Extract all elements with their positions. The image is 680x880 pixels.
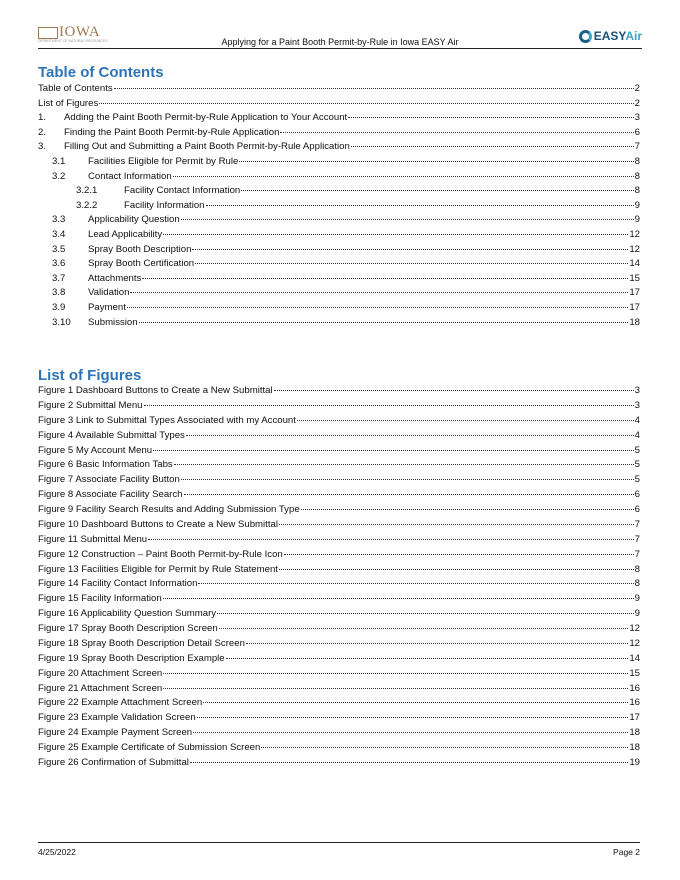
iowa-logo-text: IOWA bbox=[59, 24, 101, 40]
toc-entry[interactable] bbox=[38, 185, 640, 200]
entry-number: 3.2 bbox=[52, 170, 66, 182]
figure-entry[interactable] bbox=[38, 578, 640, 593]
toc-entry[interactable] bbox=[38, 98, 640, 113]
entry-label: Lead Applicability bbox=[88, 228, 163, 240]
entry-label: Submission bbox=[88, 316, 138, 328]
entry-label: Figure 23 Example Validation Screen bbox=[38, 712, 196, 724]
entry-label: Figure 22 Example Attachment Screen bbox=[38, 697, 203, 709]
figure-entry[interactable] bbox=[38, 668, 640, 683]
entry-number: 3.3 bbox=[52, 214, 66, 226]
toc-entry[interactable] bbox=[38, 273, 640, 288]
entry-page-number: 16 bbox=[629, 697, 640, 709]
entry-label: Figure 4 Available Submittal Types bbox=[38, 429, 185, 441]
entry-label: Attachments bbox=[88, 272, 142, 284]
dot-leader bbox=[203, 702, 628, 703]
dot-leader bbox=[206, 205, 634, 206]
figure-entry[interactable] bbox=[38, 430, 640, 445]
entry-page-number: 3 bbox=[634, 112, 640, 124]
entry-label: Payment bbox=[88, 301, 126, 313]
entry-label: Figure 11 Submittal Menu bbox=[38, 533, 148, 545]
entry-page-number: 8 bbox=[634, 563, 640, 575]
figure-entry[interactable] bbox=[38, 459, 640, 474]
dot-leader bbox=[163, 673, 628, 674]
easy-air-logo bbox=[579, 26, 642, 46]
dot-leader bbox=[246, 643, 628, 644]
entry-number: 2. bbox=[38, 126, 47, 138]
entry-page-number: 12 bbox=[629, 623, 640, 634]
entry-label: List of Figures bbox=[38, 97, 99, 109]
figure-entry[interactable] bbox=[38, 683, 640, 698]
figure-entry[interactable] bbox=[38, 638, 640, 653]
entry-page-number: 2 bbox=[634, 97, 640, 109]
toc-entry[interactable] bbox=[38, 317, 640, 332]
toc-entry[interactable] bbox=[38, 244, 640, 259]
entry-label: Figure 15 Facility Information bbox=[38, 593, 162, 605]
figure-entry[interactable] bbox=[38, 504, 640, 519]
entry-label: Figure 2 Submittal Menu bbox=[38, 399, 143, 411]
entry-page-number: 12 bbox=[629, 243, 640, 255]
dot-leader bbox=[99, 103, 633, 104]
dot-leader bbox=[297, 420, 634, 421]
dot-leader bbox=[130, 292, 628, 293]
entry-label: Contact Information bbox=[88, 170, 172, 182]
list-of-figures bbox=[38, 385, 640, 772]
dot-leader bbox=[114, 88, 634, 89]
entry-number: 3.9 bbox=[52, 301, 66, 313]
entry-page-number: 9 bbox=[634, 199, 640, 211]
entry-page-number: 5 bbox=[634, 459, 640, 471]
entry-page-number: 6 bbox=[634, 126, 640, 138]
entry-label: Figure 9 Facility Search Results and Adding Submission Type bbox=[38, 504, 300, 515]
page-footer bbox=[38, 842, 640, 857]
entry-number: 3.8 bbox=[52, 287, 66, 299]
entry-label: Figure 10 Dashboard Buttons to Create a New Submittal bbox=[38, 518, 278, 530]
figure-entry[interactable] bbox=[38, 489, 640, 504]
entry-page-number: 9 bbox=[634, 608, 640, 620]
toc-entry[interactable] bbox=[38, 127, 640, 142]
entry-label: Figure 8 Associate Facility Search bbox=[38, 489, 183, 501]
dot-leader bbox=[195, 263, 628, 264]
toc-heading: Table of Contents bbox=[38, 64, 164, 81]
dot-leader bbox=[261, 747, 628, 748]
entry-page-number: 12 bbox=[629, 637, 640, 649]
dot-leader bbox=[198, 583, 633, 584]
dot-leader bbox=[197, 717, 629, 718]
entry-page-number: 8 bbox=[634, 155, 640, 167]
dot-leader bbox=[280, 132, 633, 133]
entry-number: 1. bbox=[38, 112, 47, 124]
figure-entry[interactable] bbox=[38, 653, 640, 668]
figure-entry[interactable] bbox=[38, 564, 640, 579]
entry-label: Figure 24 Example Payment Screen bbox=[38, 727, 193, 739]
toc-entry[interactable] bbox=[38, 141, 640, 156]
entry-label: Facility Information bbox=[124, 199, 205, 211]
dot-leader bbox=[174, 464, 634, 465]
entry-label: Figure 12 Construction – Paint Booth Permit-by-Rule Icon bbox=[38, 548, 283, 560]
figure-entry[interactable] bbox=[38, 385, 640, 400]
entry-number: 3.6 bbox=[52, 258, 66, 270]
easy-air-circle-icon bbox=[579, 30, 592, 43]
figure-entry[interactable] bbox=[38, 400, 640, 415]
dot-leader bbox=[139, 322, 629, 323]
entry-page-number: 14 bbox=[629, 652, 640, 664]
figure-entry[interactable] bbox=[38, 727, 640, 742]
entry-page-number: 4 bbox=[634, 414, 640, 426]
figure-entry[interactable] bbox=[38, 593, 640, 608]
entry-label: Applicability Question bbox=[88, 214, 180, 226]
toc-entry[interactable] bbox=[38, 83, 640, 98]
figure-entry[interactable] bbox=[38, 757, 640, 772]
entry-number: 3.1 bbox=[52, 155, 66, 167]
entry-page-number: 19 bbox=[629, 756, 640, 768]
dot-leader bbox=[148, 539, 634, 540]
figure-entry[interactable] bbox=[38, 742, 640, 757]
figure-entry[interactable] bbox=[38, 549, 640, 564]
entry-page-number: 5 bbox=[634, 444, 640, 456]
entry-number: 3.4 bbox=[52, 228, 66, 240]
figure-entry[interactable] bbox=[38, 445, 640, 460]
entry-label: Figure 1 Dashboard Buttons to Create a New Submittal bbox=[38, 385, 273, 396]
entry-label: Figure 21 Attachment Screen bbox=[38, 682, 163, 694]
entry-page-number: 3 bbox=[634, 385, 640, 396]
dot-leader bbox=[163, 598, 634, 599]
entry-label: Adding the Paint Booth Permit-by-Rule Application to Your Account bbox=[64, 112, 348, 124]
entry-label: Figure 16 Applicability Question Summary bbox=[38, 608, 217, 620]
entry-page-number: 18 bbox=[629, 727, 640, 739]
dot-leader bbox=[279, 524, 634, 525]
entry-page-number: 5 bbox=[634, 474, 640, 486]
entry-label: Table of Contents bbox=[38, 83, 113, 94]
dot-leader bbox=[142, 278, 628, 279]
entry-label: Figure 3 Link to Submittal Types Associated with my Account bbox=[38, 414, 296, 426]
entry-page-number: 18 bbox=[629, 316, 640, 328]
entry-page-number: 9 bbox=[634, 214, 640, 226]
entry-page-number: 3 bbox=[634, 399, 640, 411]
entry-number: 3.5 bbox=[52, 243, 66, 255]
entry-page-number: 8 bbox=[634, 578, 640, 590]
dot-leader bbox=[184, 494, 634, 495]
entry-number: 3.2.1 bbox=[76, 185, 98, 197]
entry-label: Figure 18 Spray Booth Description Detail Screen bbox=[38, 637, 245, 649]
entry-label: Figure 19 Spray Booth Description Example bbox=[38, 652, 225, 664]
toc-entry[interactable] bbox=[38, 171, 640, 186]
entry-page-number: 7 bbox=[634, 548, 640, 560]
entry-page-number: 2 bbox=[634, 83, 640, 94]
dot-leader bbox=[181, 479, 634, 480]
entry-label: Figure 25 Example Certificate of Submission Screen bbox=[38, 742, 261, 753]
entry-page-number: 18 bbox=[629, 742, 640, 753]
entry-page-number: 8 bbox=[634, 185, 640, 197]
dot-leader bbox=[173, 176, 634, 177]
entry-page-number: 12 bbox=[629, 228, 640, 240]
entry-label: Figure 20 Attachment Screen bbox=[38, 667, 163, 679]
dot-leader bbox=[127, 307, 628, 308]
dot-leader bbox=[279, 569, 634, 570]
entry-label: Figure 6 Basic Information Tabs bbox=[38, 459, 173, 471]
entry-page-number: 16 bbox=[629, 682, 640, 694]
entry-page-number: 7 bbox=[634, 141, 640, 153]
dot-leader bbox=[217, 613, 634, 614]
entry-label: Spray Booth Description bbox=[88, 243, 192, 255]
entry-page-number: 6 bbox=[634, 489, 640, 501]
dot-leader bbox=[226, 658, 629, 659]
entry-label: Figure 26 Confirmation of Submittal bbox=[38, 756, 189, 768]
dot-leader bbox=[186, 435, 634, 436]
dot-leader bbox=[274, 390, 634, 391]
figure-entry[interactable] bbox=[38, 608, 640, 623]
dot-leader bbox=[181, 219, 634, 220]
dot-leader bbox=[192, 249, 628, 250]
figure-entry[interactable] bbox=[38, 474, 640, 489]
table-of-contents bbox=[38, 83, 640, 331]
entry-page-number: 8 bbox=[634, 170, 640, 182]
entry-page-number: 6 bbox=[634, 504, 640, 515]
footer-date: 4/25/2022 bbox=[38, 847, 76, 857]
toc-entry[interactable] bbox=[38, 229, 640, 244]
entry-page-number: 7 bbox=[634, 518, 640, 530]
toc-entry[interactable] bbox=[38, 258, 640, 273]
dot-leader bbox=[193, 732, 628, 733]
entry-label: Filling Out and Submitting a Paint Booth Permit-by-Rule Application bbox=[64, 141, 350, 153]
toc-entry[interactable] bbox=[38, 214, 640, 229]
page-header bbox=[38, 24, 642, 49]
entry-number: 3.7 bbox=[52, 272, 66, 284]
entry-page-number: 15 bbox=[629, 272, 640, 284]
entry-page-number: 9 bbox=[634, 593, 640, 605]
figure-entry[interactable] bbox=[38, 697, 640, 712]
figures-heading: List of Figures bbox=[38, 367, 142, 384]
dot-leader bbox=[190, 762, 628, 763]
dot-leader bbox=[144, 405, 634, 406]
entry-page-number: 17 bbox=[629, 712, 640, 724]
dot-leader bbox=[219, 628, 629, 629]
entry-label: Facilities Eligible for Permit by Rule bbox=[88, 155, 239, 167]
entry-number: 3.2.2 bbox=[76, 199, 98, 211]
figure-entry[interactable] bbox=[38, 712, 640, 727]
entry-page-number: 7 bbox=[634, 533, 640, 545]
figure-entry[interactable] bbox=[38, 415, 640, 430]
toc-entry[interactable] bbox=[38, 112, 640, 127]
dot-leader bbox=[163, 688, 628, 689]
entry-page-number: 14 bbox=[629, 258, 640, 270]
entry-label: Finding the Paint Booth Permit-by-Rule Application bbox=[64, 126, 280, 138]
figure-entry[interactable] bbox=[38, 519, 640, 534]
figure-entry[interactable] bbox=[38, 534, 640, 549]
dot-leader bbox=[284, 554, 634, 555]
entry-page-number: 17 bbox=[629, 287, 640, 299]
entry-page-number: 15 bbox=[629, 667, 640, 679]
dot-leader bbox=[351, 146, 634, 147]
entry-label: Facility Contact Information bbox=[124, 185, 241, 197]
iowa-logo-subtitle: DEPARTMENT OF NATURAL RESOURCES bbox=[38, 39, 108, 43]
entry-label: Figure 14 Facility Contact Information bbox=[38, 578, 198, 590]
footer-page-number: Page 2 bbox=[613, 847, 640, 857]
toc-entry[interactable] bbox=[38, 156, 640, 171]
easy-air-logo-text: EASYAir bbox=[593, 29, 642, 43]
dot-leader bbox=[348, 117, 633, 118]
dot-leader bbox=[239, 161, 633, 162]
entry-label: Figure 7 Associate Facility Button bbox=[38, 474, 180, 486]
entry-number: 3.10 bbox=[52, 316, 71, 328]
entry-page-number: 17 bbox=[629, 301, 640, 313]
entry-label: Figure 13 Facilities Eligible for Permit by Rule Statement bbox=[38, 563, 278, 575]
dot-leader bbox=[163, 234, 628, 235]
toc-entry[interactable] bbox=[38, 287, 640, 302]
figure-entry[interactable] bbox=[38, 623, 640, 638]
toc-entry[interactable] bbox=[38, 302, 640, 317]
dot-leader bbox=[241, 190, 633, 191]
dot-leader bbox=[153, 450, 634, 451]
document-title: Applying for a Paint Booth Permit-by-Rule in Iowa EASY Air bbox=[221, 37, 459, 47]
entry-label: Figure 17 Spray Booth Description Screen bbox=[38, 623, 218, 634]
entry-label: Validation bbox=[88, 287, 130, 299]
dot-leader bbox=[301, 509, 634, 510]
entry-label: Spray Booth Certification bbox=[88, 258, 195, 270]
entry-number: 3. bbox=[38, 141, 47, 153]
entry-page-number: 4 bbox=[634, 429, 640, 441]
entry-label: Figure 5 My Account Menu bbox=[38, 444, 153, 456]
toc-entry[interactable] bbox=[38, 200, 640, 215]
